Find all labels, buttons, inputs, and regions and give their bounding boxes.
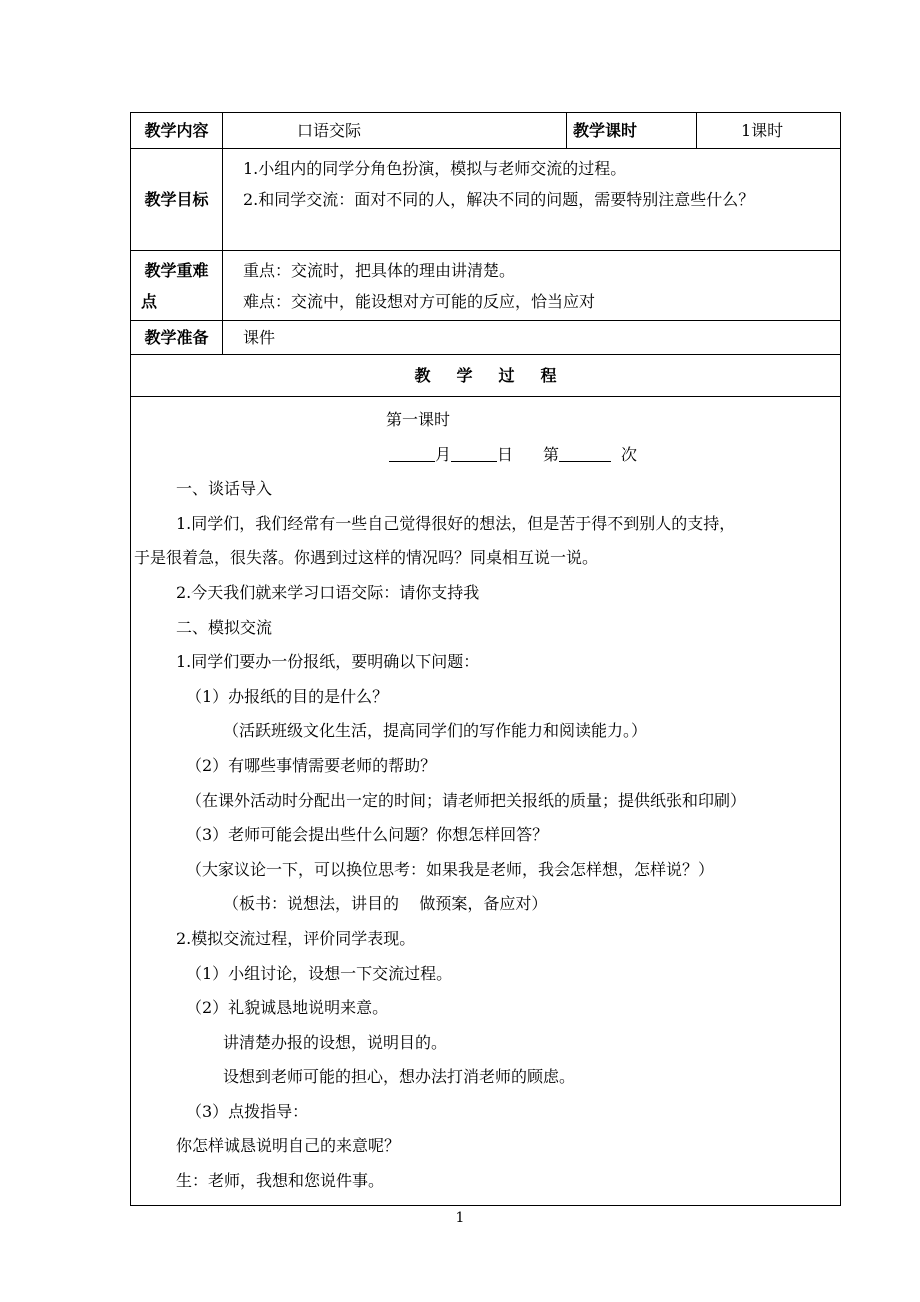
difficulty-label — [131, 251, 223, 321]
date-line — [131, 438, 840, 473]
day-label: 日 — [497, 444, 514, 464]
prep-row — [131, 321, 841, 355]
content-value: 口语交际 — [223, 113, 567, 149]
process-line: 2.今天我们就来学习口语交际：请你支持我 — [176, 582, 480, 602]
process-row — [131, 397, 841, 1206]
process-line: （1）办报纸的目的是什么？ — [186, 686, 389, 706]
process-line: 你怎样诚恳说明自己的来意呢？ — [176, 1136, 401, 1156]
times-label: 次 — [621, 444, 638, 464]
goal-item-2: 2.和同学交流：面对不同的人，解决不同的问题，需要特别注意些什么？ — [243, 190, 755, 209]
prep-value: 课件 — [223, 321, 841, 355]
process-title-row — [131, 355, 841, 397]
process-line: 设想到老师可能的担心，想办法打消老师的顾虑。 — [223, 1067, 576, 1087]
header-row — [131, 113, 841, 149]
page-number: 1 — [455, 1210, 465, 1226]
process-line: （大家议论一下，可以换位思考：如果我是老师，我会怎样想，怎样说？） — [186, 859, 715, 879]
process-cell — [131, 397, 841, 1206]
process-line: 一、谈话导入 — [176, 479, 273, 499]
process-line: 二、模拟交流 — [176, 617, 273, 637]
difficulty-label-line2: 点 — [141, 291, 158, 311]
process-line: （在课外活动时分配出一定的时间；请老师把关报纸的质量；提供纸张和印刷） — [186, 790, 747, 810]
day-blank — [451, 443, 497, 462]
month-blank — [389, 443, 435, 462]
process-line: （活跃班级文化生活，提高同学们的写作能力和阅读能力。） — [223, 721, 648, 741]
process-line: （1）小组讨论，设想一下交流过程。 — [186, 963, 453, 983]
process-line: （板书：说想法，讲目的 做预案，备应对） — [223, 894, 548, 914]
times-blank — [559, 443, 611, 462]
process-title: 教学过程 — [131, 355, 841, 397]
process-line: 讲清楚办报的设想，说明目的。 — [223, 1032, 448, 1052]
difficulty-label-line1: 教学重难 — [144, 260, 209, 280]
content-label: 教学内容 — [131, 113, 223, 149]
process-line: （3）点拨指导： — [186, 1101, 309, 1121]
difficulty-row — [131, 251, 841, 321]
month-label: 月 — [435, 444, 452, 464]
process-line: 1.同学们，我们经常有一些自己觉得很好的想法，但是苦于得不到别人的支持， — [176, 513, 736, 533]
process-line: （2）有哪些事情需要老师的帮助？ — [186, 755, 437, 775]
process-line: 生：老师，我想和您说件事。 — [176, 1171, 385, 1191]
lesson-title: 第一课时 — [386, 410, 451, 429]
process-line: （3）老师可能会提出些什么问题？你想怎样回答？ — [186, 825, 549, 845]
hours-value: 1课时 — [697, 113, 841, 149]
process-line: 2.模拟交流过程，评价同学表现。 — [176, 928, 416, 948]
hard-point: 难点：交流中，能设想对方可能的反应，恰当应对 — [243, 291, 596, 311]
process-line: 于是很着急，很失落。你遇到过这样的情况吗？同桌相互说一说。 — [134, 548, 599, 568]
goals-row — [131, 149, 841, 251]
prep-label: 教学准备 — [131, 321, 223, 355]
difficulty-cell — [223, 251, 841, 321]
process-line: （2）礼貌诚恳地说明来意。 — [186, 998, 389, 1018]
process-line: 1.同学们要办一份报纸，要明确以下问题： — [176, 652, 480, 672]
goals-cell — [223, 149, 841, 251]
nth-label: 第 — [543, 444, 560, 464]
goals-label: 教学目标 — [131, 149, 223, 251]
key-point: 重点：交流时，把具体的理由讲清楚。 — [243, 260, 516, 280]
goal-item-1: 1.小组内的同学分角色扮演，模拟与老师交流的过程。 — [243, 159, 627, 178]
hours-label: 教学课时 — [567, 113, 697, 149]
lesson-plan-table — [130, 112, 841, 1206]
